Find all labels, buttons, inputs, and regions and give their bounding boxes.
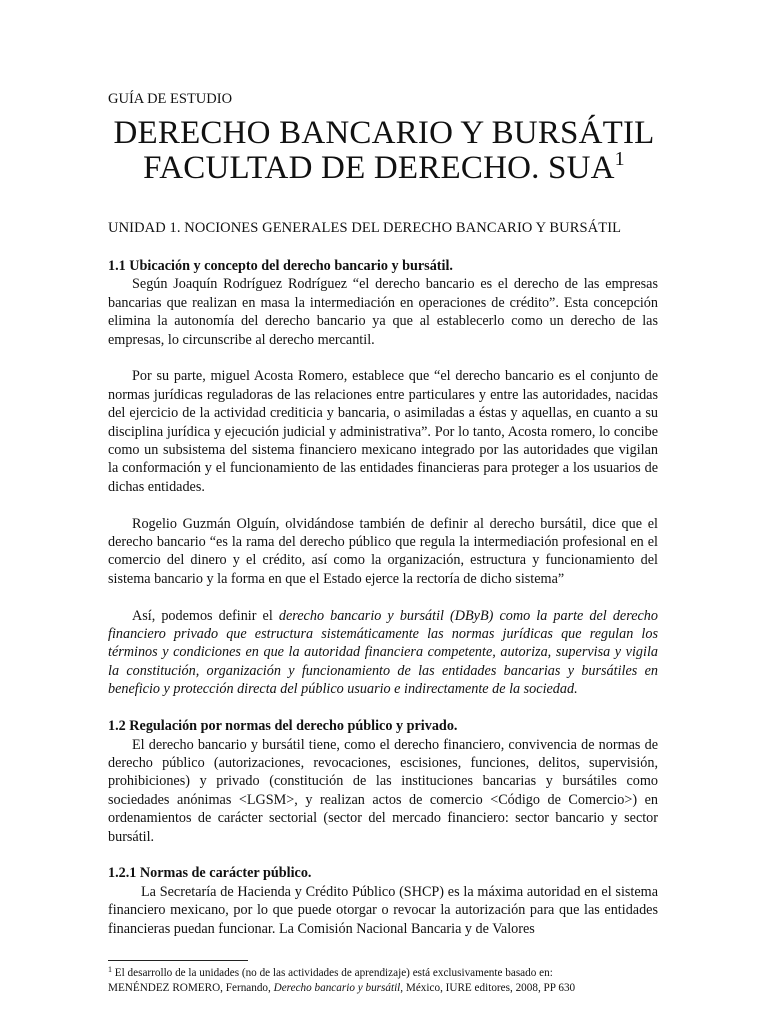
document-title-line1: DERECHO BANCARIO Y BURSÁTIL xyxy=(113,115,655,151)
footnote-book-title: Derecho bancario y bursátil xyxy=(273,981,401,994)
paragraph-regulation: El derecho bancario y bursátil tiene, como el derecho financiero, convivencia de normas de derecho público (autorizaciones, revocaciones, escisiones, funciones, delitos, supervisión, prohibiciones) y privado (constitución de las instituciones bancarias y bursátiles como sociedades anónimas <LGSM>, y realizan actos de comercio <Código de Comercio>) en ordenamientos de carácter sectorial (sector del mercado financiero: sector bancario y sector bursátil. xyxy=(108,736,658,845)
paragraph-rodriguez: Según Joaquín Rodríguez Rodríguez “el derecho bancario es el derecho de las empresas bancarias que realizan en masa la intermediación en operaciones de crédito”. Esta concepción elimina la autonomía del derecho bancario ya que al establecerlo como un derecho de las empresas, lo circunscribe al derecho mercantil. xyxy=(108,276,658,348)
footnote-mark: 1 xyxy=(108,965,112,974)
paragraph-shcp: La Secretaría de Hacienda y Crédito Público (SHCP) es la máxima autoridad en el sistema financiero mexicano, por lo que puede otorgar o revocar la autorización para que las entidades financieras puedan funcionar. La Comisión Nacional Bancaria y de Valores xyxy=(108,883,658,937)
paragraph-acosta-romero: Por su parte, miguel Acosta Romero, establece que “el derecho bancario es el conjunto de normas jurídicas reguladoras de las relaciones entre particulares y entre las autoridades, nacidas del ejercicio de la actividad crediticia y bancaria, o asimiladas a éstas y aquellas, en cuanto a su disciplina jurídica y ejecución judicial y administrativa”. Por lo tanto, Acosta romero, lo concibe como un subsistema del sistema financiero mexicano integrado por las autoridades que vigilan la conformación y el funcionamiento de las entidades financieras para proteger a los usuarios de dichas entidades. xyxy=(108,368,658,495)
document-body xyxy=(108,257,658,938)
study-guide-label: GUÍA DE ESTUDIO xyxy=(108,91,233,107)
title-footnote-mark[interactable]: 1 xyxy=(614,148,625,170)
footnote-line-2 xyxy=(108,981,668,996)
section-heading-1-1: 1.1 Ubicación y concepto del derecho bancario y bursátil. xyxy=(108,258,453,274)
document-title-line2 xyxy=(0,150,768,186)
footnote xyxy=(108,966,668,995)
footnote-divider xyxy=(108,960,248,961)
definition-lead: Así, podemos definir el xyxy=(132,607,279,624)
unit-title: UNIDAD 1. NOCIONES GENERALES DEL DERECHO BANCARIO Y BURSÁTIL xyxy=(108,220,622,236)
footnote-line-1 xyxy=(108,966,668,981)
footnote-publisher: , México, IURE editores, 2008, PP 630 xyxy=(400,981,576,994)
section-heading-1-2-1: 1.2.1 Normas de carácter público. xyxy=(108,865,312,882)
footnote-author: MENÉNDEZ ROMERO, Fernando, xyxy=(108,981,274,994)
definition-italic: derecho bancario y bursátil (DByB) como la parte del derecho financiero privado que estructura sistemáticamente las normas jurídicas que regulan los términos y condiciones en que la autoridad financiera competente, autoriza, supervisa y vigila la constitución, organización y funcionamiento de las entidades bancarias y bursátiles en beneficio y protección directa del público usuario e indirectamente de la sociedad. xyxy=(108,607,658,698)
section-heading-1-2: 1.2 Regulación por normas del derecho público y privado. xyxy=(108,718,458,735)
paragraph-definition xyxy=(108,607,658,699)
title-line2-text: FACULTAD DE DERECHO. SUA xyxy=(143,150,615,186)
paragraph-guzman-olguin: Rogelio Guzmán Olguín, olvidándose también de definir al derecho bursátil, dice que el derecho bancario “es la rama del derecho público que regula la intermediación profesional en el comercio del dinero y el crédito, así como la organización, estructura y funcionamiento del sistema bancario y la forma en que el Estado ejerce la rectoría de dicho sistema” xyxy=(108,515,658,587)
footnote-text: El desarrollo de la unidades (no de las actividades de aprendizaje) está exclusivamente basado en: xyxy=(112,967,553,979)
